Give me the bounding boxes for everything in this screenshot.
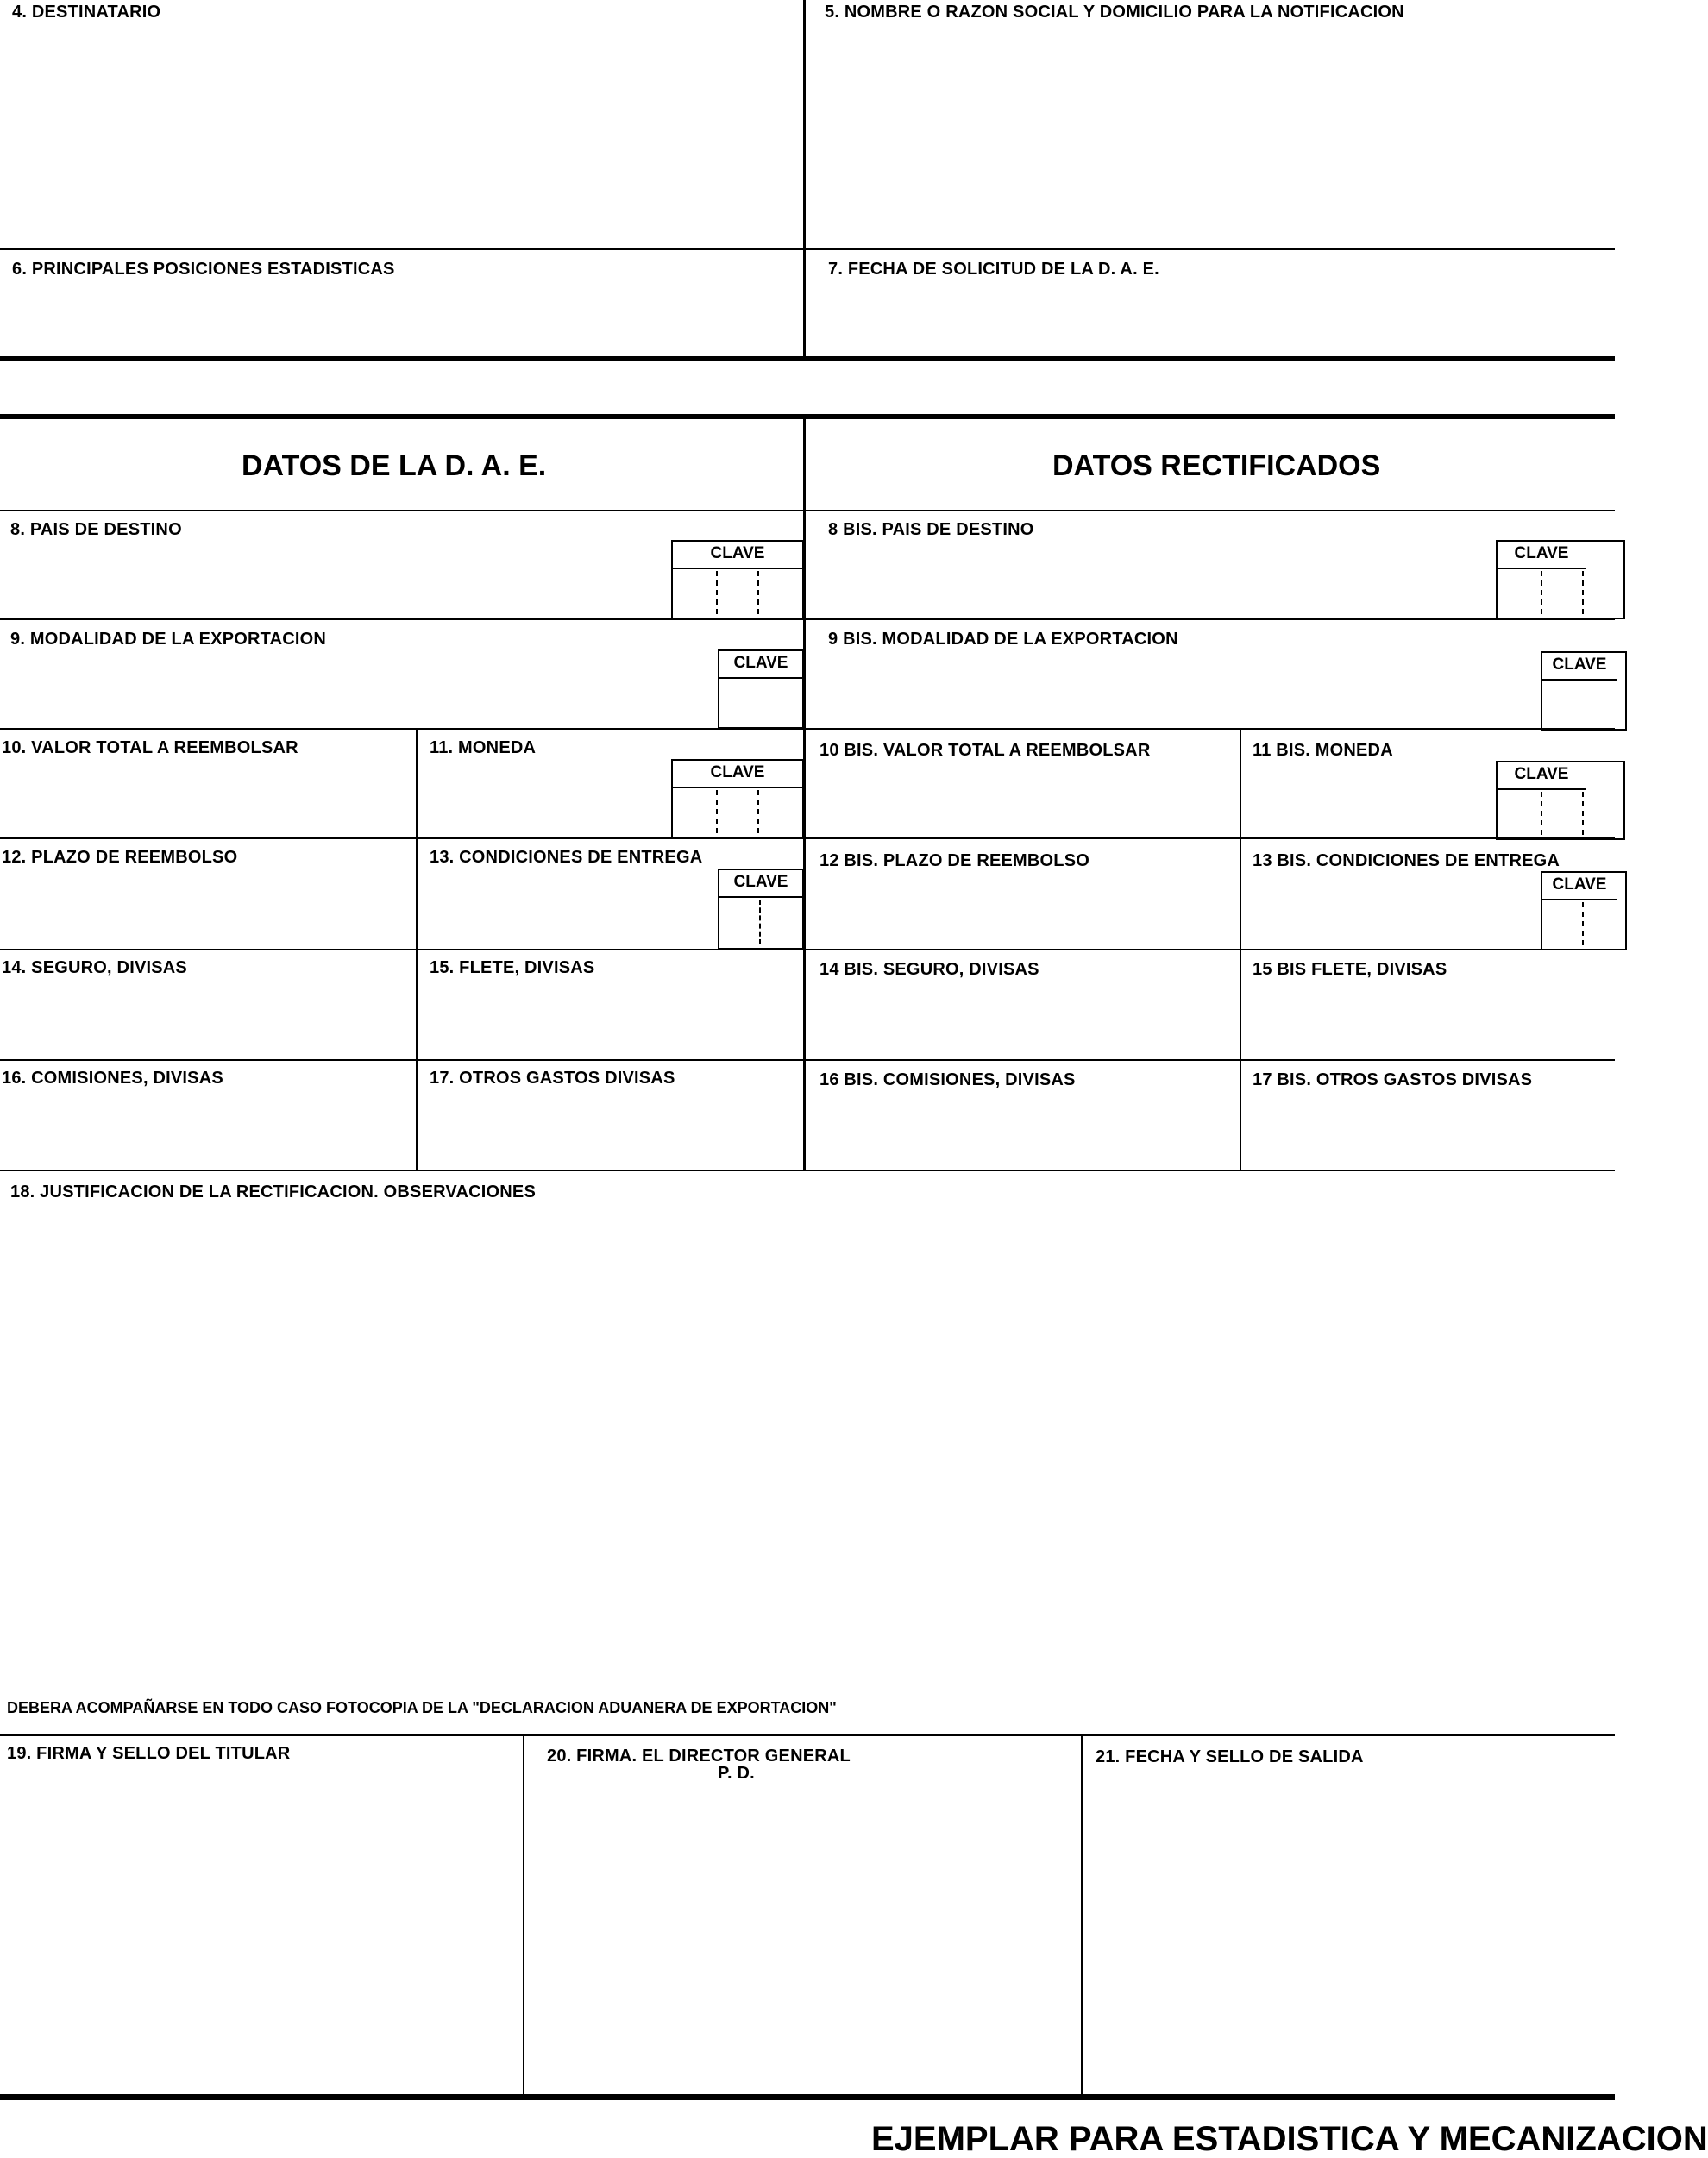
field-13-bis-label: 13 BIS. CONDICIONES DE ENTREGA <box>1253 851 1560 870</box>
field-12-label: 12. PLAZO DE REEMBOLSO <box>2 848 238 867</box>
field-14-bis-label: 14 BIS. SEGURO, DIVISAS <box>819 960 1039 979</box>
divider <box>0 949 1615 950</box>
clave-box-moneda[interactable] <box>671 759 804 838</box>
copy-designation: EJEMPLAR PARA ESTADISTICA Y MECANIZACION <box>871 2120 1708 2158</box>
field-8-bis-label: 8 BIS. PAIS DE DESTINO <box>828 520 1034 539</box>
clave-label: CLAVE <box>1542 873 1617 900</box>
header-datos-dae: DATOS DE LA D. A. E. <box>242 449 547 482</box>
divider <box>0 1734 1615 1736</box>
separator <box>1582 902 1584 945</box>
divider <box>0 510 1615 511</box>
clave-label: CLAVE <box>673 761 802 788</box>
field-12-bis-label: 12 BIS. PLAZO DE REEMBOLSO <box>819 851 1090 870</box>
photocopy-notice: DEBERA ACOMPAÑARSE EN TODO CASO FOTOCOPIA DE LA "DECLARACION ADUANERA DE EXPORTACION" <box>7 1699 837 1716</box>
field-16-bis-label: 16 BIS. COMISIONES, DIVISAS <box>819 1070 1076 1089</box>
divider <box>0 2094 1615 2100</box>
field-4-label: 4. DESTINATARIO <box>12 3 161 22</box>
field-14-label: 14. SEGURO, DIVISAS <box>2 958 187 977</box>
clave-box-modalidad[interactable] <box>718 649 804 729</box>
clave-label: CLAVE <box>719 651 802 679</box>
signature-director-area[interactable] <box>525 1785 1080 2092</box>
clave-label: CLAVE <box>719 870 802 898</box>
separator <box>716 790 718 833</box>
field-6-label: 6. PRINCIPALES POSICIONES ESTADISTICAS <box>12 260 395 279</box>
clave-box-moneda-bis[interactable] <box>1496 761 1625 840</box>
stamp-salida-area[interactable] <box>1083 1777 1615 2092</box>
observaciones-area[interactable] <box>0 1208 1615 1682</box>
clave-label: CLAVE <box>673 542 802 569</box>
field-8-label: 8. PAIS DE DESTINO <box>10 520 182 539</box>
clave-box-condiciones[interactable] <box>718 869 804 950</box>
separator <box>759 900 761 944</box>
divider <box>523 1735 524 2098</box>
divider <box>0 618 1615 620</box>
clave-label: CLAVE <box>1542 653 1617 681</box>
clave-box-modalidad-bis[interactable] <box>1541 651 1627 731</box>
clave-label: CLAVE <box>1498 542 1586 569</box>
field-9-label: 9. MODALIDAD DE LA EXPORTACION <box>10 630 327 649</box>
field-21-label: 21. FECHA Y SELLO DE SALIDA <box>1096 1747 1364 1766</box>
field-17-bis-label: 17 BIS. OTROS GASTOS DIVISAS <box>1253 1070 1533 1089</box>
field-9-bis-label: 9 BIS. MODALIDAD DE LA EXPORTACION <box>828 630 1178 649</box>
separator <box>757 790 759 833</box>
field-19-label: 19. FIRMA Y SELLO DEL TITULAR <box>7 1744 291 1763</box>
field-11-bis-label: 11 BIS. MONEDA <box>1253 741 1393 760</box>
divider <box>1240 729 1241 1170</box>
divider <box>0 356 1615 361</box>
field-13-label: 13. CONDICIONES DE ENTREGA <box>430 848 703 867</box>
field-10-bis-label: 10 BIS. VALOR TOTAL A REEMBOLSAR <box>819 741 1151 760</box>
clave-label: CLAVE <box>1498 762 1586 790</box>
separator <box>1582 792 1584 835</box>
field-20-sublabel: P. D. <box>718 1764 755 1783</box>
clave-box-condiciones-bis[interactable] <box>1541 871 1627 950</box>
divider <box>0 248 1615 250</box>
field-15-bis-label: 15 BIS FLETE, DIVISAS <box>1253 960 1447 979</box>
field-10-label: 10. VALOR TOTAL A REEMBOLSAR <box>2 738 298 757</box>
clave-box-pais[interactable] <box>671 540 804 619</box>
header-datos-rectificados: DATOS RECTIFICADOS <box>1052 449 1381 482</box>
field-15-label: 15. FLETE, DIVISAS <box>430 958 595 977</box>
signature-titular-area[interactable] <box>0 1777 522 2092</box>
separator <box>1541 792 1542 835</box>
divider <box>416 729 418 1170</box>
divider <box>0 728 1615 730</box>
field-17-label: 17. OTROS GASTOS DIVISAS <box>430 1069 675 1088</box>
divider <box>0 1059 1615 1061</box>
separator <box>757 571 759 614</box>
divider <box>1081 1735 1083 2098</box>
field-20-label: 20. FIRMA. EL DIRECTOR GENERAL <box>547 1747 851 1766</box>
divider <box>803 0 806 361</box>
separator <box>716 571 718 614</box>
field-7-label: 7. FECHA DE SOLICITUD DE LA D. A. E. <box>828 260 1159 279</box>
separator <box>1582 571 1584 614</box>
field-5-label: 5. NOMBRE O RAZON SOCIAL Y DOMICILIO PARA LA NOTIFICACION <box>825 3 1404 22</box>
divider <box>0 1170 1615 1171</box>
separator <box>1541 571 1542 614</box>
divider <box>0 414 1615 419</box>
field-18-label: 18. JUSTIFICACION DE LA RECTIFICACION. OBSERVACIONES <box>10 1183 536 1201</box>
field-16-label: 16. COMISIONES, DIVISAS <box>2 1069 223 1088</box>
divider <box>0 837 1615 839</box>
field-11-label: 11. MONEDA <box>430 738 537 757</box>
clave-box-pais-bis[interactable] <box>1496 540 1625 619</box>
